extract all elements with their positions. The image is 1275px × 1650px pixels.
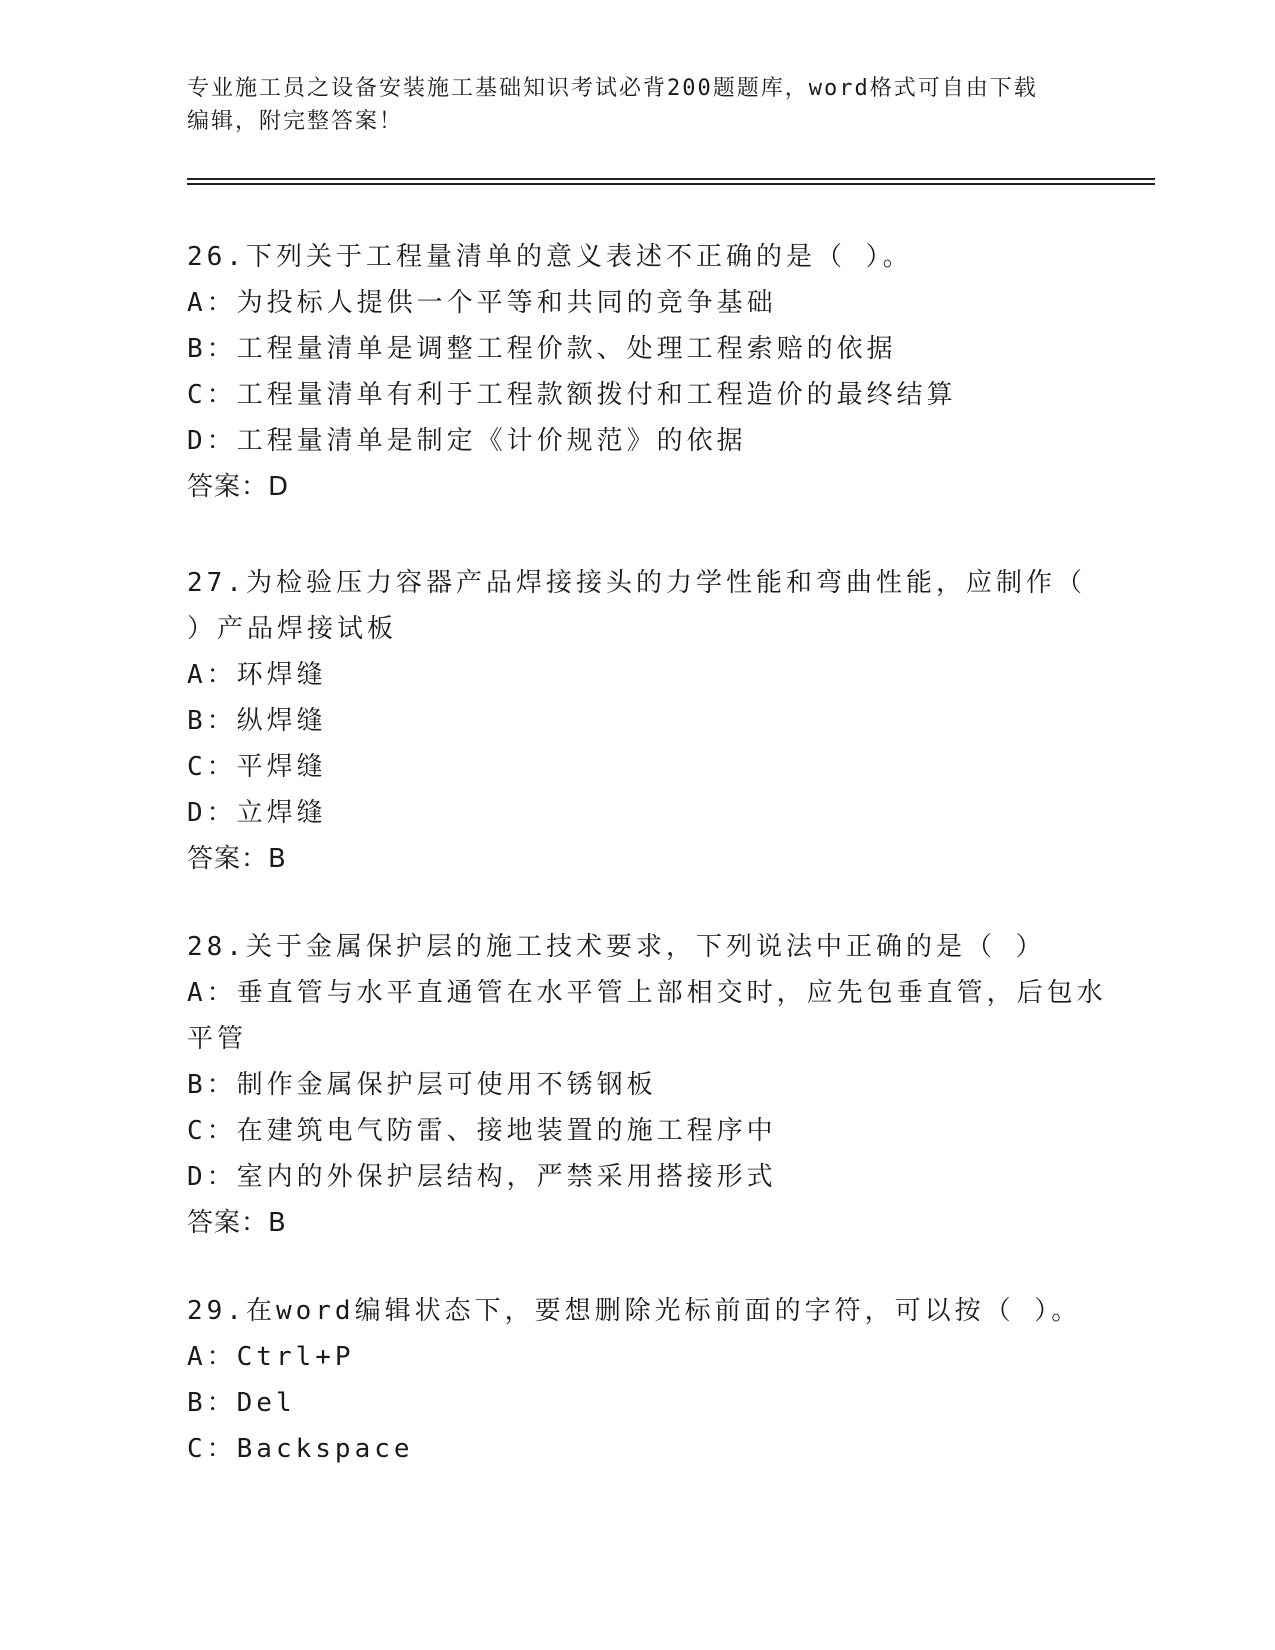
option-a: A：环焊缝 [187, 660, 327, 690]
option-b: B：制作金属保护层可使用不锈钢板 [187, 1070, 657, 1100]
option-b: B：纵焊缝 [187, 706, 327, 736]
option-c: C：平焊缝 [187, 752, 327, 782]
answer-label: 答案：D [187, 472, 290, 502]
option-b: B：工程量清单是调整工程价款、处理工程索赔的依据 [187, 334, 897, 364]
option-a: A：Ctrl+P [187, 1342, 355, 1372]
question-stem-continued: ）产品焊接试板 [187, 614, 398, 644]
question-stem: 26.下列关于工程量清单的意义表述不正确的是（ ）。 [187, 242, 913, 272]
header-line-2: 编辑，附完整答案！ [187, 109, 404, 134]
question-stem: 29.在word编辑状态下，要想删除光标前面的字符，可以按（ ）。 [187, 1296, 1082, 1326]
header-rule-top [187, 178, 1155, 180]
question-27 [187, 560, 1087, 882]
header-rule-bottom [187, 183, 1155, 185]
question-stem: 27.为检验压力容器产品焊接接头的力学性能和弯曲性能，应制作（ [187, 568, 1086, 598]
answer-label: 答案：B [187, 844, 287, 874]
option-d: D：立焊缝 [187, 798, 327, 828]
option-c: C：工程量清单有利于工程款额拨付和工程造价的最终结算 [187, 380, 957, 410]
header-line-1: 专业施工员之设备安装施工基础知识考试必背200题题库，word格式可自由下载 [187, 76, 1038, 101]
option-d: D：室内的外保护层结构，严禁采用搭接形式 [187, 1162, 777, 1192]
question-29 [187, 1288, 1087, 1472]
question-stem: 28.关于金属保护层的施工技术要求，下列说法中正确的是（ ） [187, 932, 1046, 962]
answer-label: 答案：B [187, 1208, 287, 1238]
option-b: B：Del [187, 1388, 296, 1418]
option-a: A：垂直管与水平直通管在水平管上部相交时，应先包垂直管，后包水 [187, 978, 1107, 1008]
option-a: A：为投标人提供一个平等和共同的竞争基础 [187, 288, 777, 318]
option-c: C：Backspace [187, 1434, 414, 1464]
question-26 [187, 234, 1087, 510]
document-header [187, 72, 1067, 138]
option-c: C：在建筑电气防雷、接地装置的施工程序中 [187, 1116, 777, 1146]
question-28 [187, 924, 1107, 1246]
option-d: D：工程量清单是制定《计价规范》的依据 [187, 426, 747, 456]
option-a-continued: 平管 [187, 1024, 248, 1054]
